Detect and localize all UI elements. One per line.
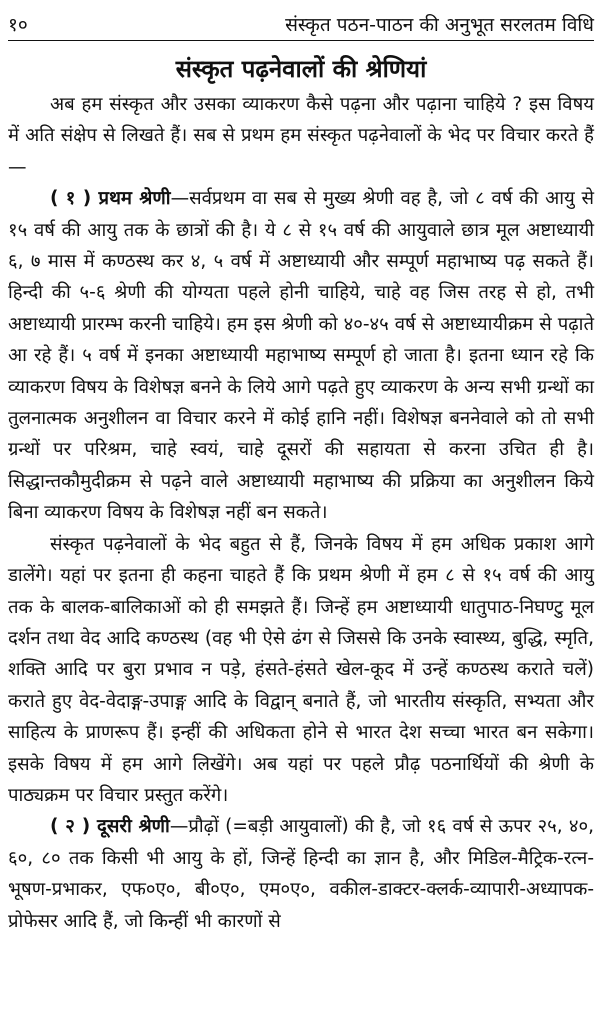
page-number: १० xyxy=(8,14,28,36)
middle-paragraph xyxy=(8,529,594,812)
section-title: संस्कृत पढ़नेवालों की श्रेणियां xyxy=(175,55,427,83)
middle-text: संस्कृत पढ़नेवालों के भेद बहुत से हैं, जिनके विषय में हम अधिक प्रकाश आगे डालेंगे। यहां पर इतना ही कहना चाहते हैं कि प्रथम श्रेणी में हम ८ से १५ वर्ष की आयु तक के बालक-बालिकाओं को ही समझते हैं। जिन्हें हम अष्टाध्यायी धातुपाठ-निघण्टु मूल दर्शन तथा वेद आदि कण्ठस्थ (वह भी ऐसे ढंग से जिससे कि उनके स्वास्थ्य, बुद्धि, स्मृति, शक्ति आदि पर बुरा प्रभाव न पड़े, हंसते-हंसते खेल-कूद में उन्हें कण्ठस्थ कराते चलें) कराते हुए वेद-वेदाङ्ग-उपाङ्ग आदि के विद्वान् बनाते हैं, जो भारतीय संस्कृति, सभ्यता और साहित्य के प्राणरूप हैं। इन्हीं की अधिकता होने से भारत देश सच्चा भारत बन सकेगा। इसके विषय में हम आगे लिखेंगे। अब यहां पर पहले प्रौढ़ पठनार्थियों की श्रेणी के पाठ्यक्रम पर विचार प्रस्तुत करेंगे। xyxy=(8,533,594,806)
second-category-text: —प्रौढ़ों (=बड़ी आयुवालों) की है, जो १६ वर्ष से ऊपर २५, ४०, ६०, ८० तक किसी भी आयु के हों, जिन्हें हिन्दी का ज्ञान है, और मिडिल-मैट्रिक-रत्न-भूषण-प्रभाकर, एफ०ए०, बी०ए०, एम०ए०, वकील-डाक्टर-क्लर्क-व्यापारी-अध्यापक-प्रोफेसर आदि हैं, जो किन्हीं भी कारणों से xyxy=(8,816,594,932)
first-category-text: —सर्वप्रथम वा सब से मुख्य श्रेणी वह है, जो ८ वर्ष की आयु से १५ वर्ष की आयु तक के छात्रों की है। ये ८ से १५ वर्ष की आयुवाले छात्र मूल अष्टाध्यायी ६, ७ मास में कण्ठस्थ कर ४, ५ वर्ष में अष्टाध्यायी और सम्पूर्ण महाभाष्य पढ़ सकते हैं। हिन्दी की ५-६ श्रेणी की योग्यता पहले होनी चाहिये, चाहे वह जिस तरह से हो, तभी अष्टाध्यायी प्रारम्भ करनी चाहिये। हम इस श्रेणी को ४०-४५ वर्ष से अष्टाध्यायीक्रम से पढ़ाते आ रहे हैं। ५ वर्ष में इनका अष्टाध्यायी महाभाष्य सम्पूर्ण हो जाता है। इतना ध्यान रहे कि व्याकरण विषय के विशेषज्ञ बनने के लिये आगे पढ़ते हुए व्याकरण के अन्य सभी ग्रन्थों का तुलनात्मक अनुशीलन वा विचार करने में कोई हानि नहीं। विशेषज्ञ बननेवाले को तो सभी ग्रन्थों पर परिश्रम, चाहे स्वयं, चाहे दूसरों की सहायता से करना उचित ही है। सिद्धान्तकौमुदीक्रम से पढ़ने वाले अष्टाध्यायी महाभाष्य की प्रक्रिया का अनुशीलन किये बिना व्याकरण विषय के विशेषज्ञ नहीं बन सकते। xyxy=(8,188,595,524)
running-title: संस्कृत पठन-पाठन की अनुभूत सरलतम विधि xyxy=(285,14,594,36)
header-divider xyxy=(8,40,594,41)
second-category-paragraph xyxy=(8,811,594,937)
intro-paragraph xyxy=(8,89,594,183)
first-category-heading: ( १ ) प्रथम श्रेणी xyxy=(50,188,171,210)
intro-text: अब हम संस्कृत और उसका व्याकरण कैसे पढ़ना और पढ़ाना चाहिये ? इस विषय में अति संक्षेप से लिखते हैं। सब से प्रथम हम संस्कृत पढ़नेवालों के भेद पर विचार करते हैं— xyxy=(8,94,594,178)
first-category-paragraph xyxy=(8,183,594,528)
second-category-heading: ( २ ) दूसरी श्रेणी xyxy=(50,816,170,838)
running-header xyxy=(8,0,594,36)
